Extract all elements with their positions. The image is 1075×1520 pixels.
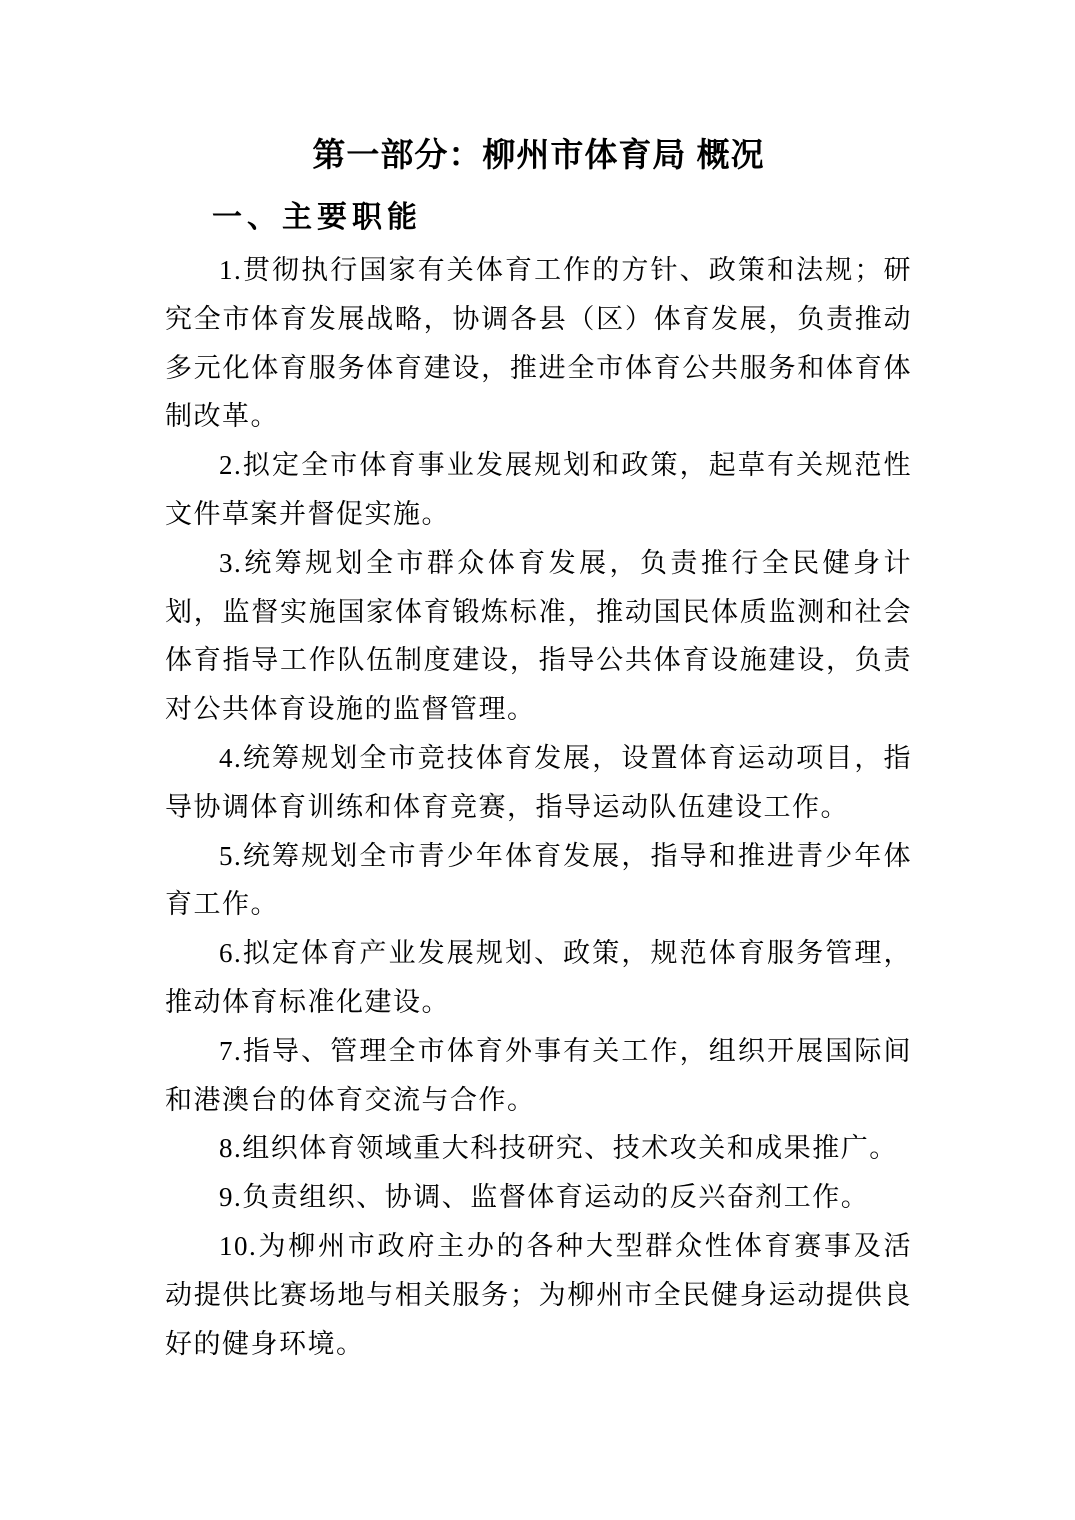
body-paragraph: 4.统筹规划全市竞技体育发展，设置体育运动项目，指导协调体育训练和体育竞赛，指导运动队伍建设工作。	[165, 742, 912, 822]
body-text	[165, 246, 912, 1368]
body-paragraph: 7.指导、管理全市体育外事有关工作，组织开展国际间和港澳台的体育交流与合作。	[165, 1035, 912, 1115]
body-paragraph: 5.统筹规划全市青少年体育发展，指导和推进青少年体育工作。	[165, 840, 912, 920]
document-title: 第一部分：柳州市体育局 概况	[312, 136, 765, 173]
body-paragraph: 8.组织体育领域重大科技研究、技术攻关和成果推广。	[219, 1133, 898, 1164]
body-paragraph: 10.为柳州市政府主办的各种大型群众性体育赛事及活动提供比赛场地与相关服务；为柳州市全民健身运动提供良好的健身环境。	[165, 1230, 912, 1359]
body-paragraph: 9.负责组织、协调、监督体育运动的反兴奋剂工作。	[219, 1182, 870, 1213]
body-paragraph: 3.统筹规划全市群众体育发展，负责推行全民健身计划，监督实施国家体育锻炼标准，推动国民体质监测和社会体育指导工作队伍制度建设，指导公共体育设施建设，负责对公共体育设施的监督管理。	[165, 547, 912, 725]
body-paragraph: 6.拟定体育产业发展规划、政策，规范体育服务管理，推动体育标准化建设。	[165, 938, 912, 1017]
body-paragraph: 1.贯彻执行国家有关体育工作的方针、政策和法规；研究全市体育发展战略，协调各县（区）体育发展，负责推动多元化体育服务体育建设，推进全市体育公共服务和体育体制改革。	[165, 255, 912, 432]
body-paragraph: 2.拟定全市体育事业发展规划和政策，起草有关规范性文件草案并督促实施。	[165, 450, 912, 529]
section-heading: 一、主要职能	[212, 201, 422, 234]
